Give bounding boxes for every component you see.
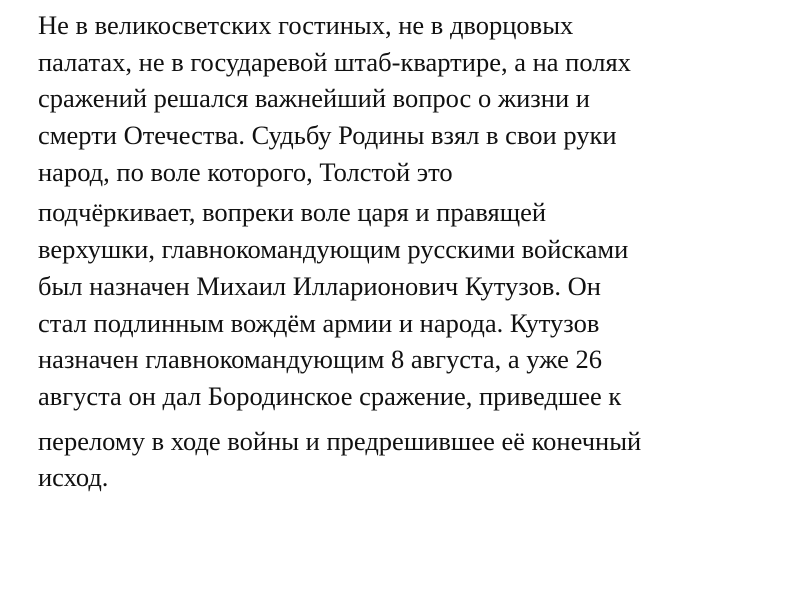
paragraph-2 (38, 194, 778, 414)
paragraph-1 (38, 7, 778, 190)
text-line: верхушки, главнокомандующим русскими войсками (38, 234, 629, 265)
text-line: перелому в ходе войны и предрешившее её конечный (38, 425, 642, 456)
text-line: назначен главнокомандующим 8 августа, а уже 26 (38, 344, 603, 375)
body-text (38, 7, 778, 496)
text-line: августа он дал Бородинское сражение, приведшее к (38, 380, 622, 411)
text-line: исход. (38, 462, 109, 493)
text-line: подчёркивает, вопреки воле царя и правящей (38, 197, 547, 228)
text-line: был назначен Михаил Илларионович Кутузов. Он (38, 270, 601, 301)
text-line: сражений решался важнейший вопрос о жизни и (38, 83, 590, 114)
text-line: Не в великосветских гостиных, не в дворцовых (38, 10, 574, 40)
text-line: палатах, не в государевой штаб-квартире, а на полях (38, 46, 631, 77)
paragraph-3 (38, 423, 778, 496)
text-line: стал подлинным вождём армии и народа. Кутузов (38, 307, 600, 338)
text-line: смерти Отечества. Судьбу Родины взял в свои руки (38, 120, 617, 151)
text-line: народ, по воле которого, Толстой это (38, 156, 453, 187)
